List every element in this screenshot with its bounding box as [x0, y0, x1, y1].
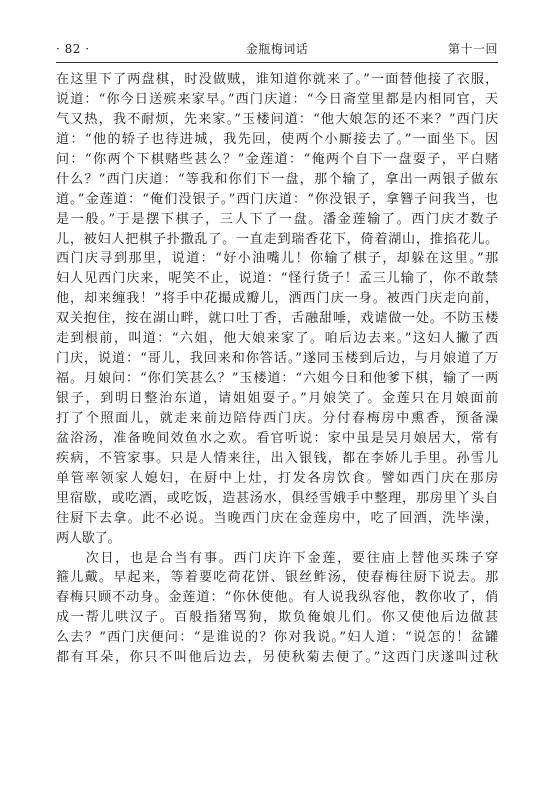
text-body	[56, 70, 498, 668]
text-line: 里宿歇，或吃酒，或吃饭，造甚汤水，俱经雪娥手中整理，那房里丫头自	[56, 490, 498, 506]
header-rule	[56, 62, 498, 63]
text-line: 儿，被妇人把棋子扑撒乱了。一直走到瑞香花下，倚着湖山，推掐花儿。	[56, 231, 498, 247]
book-title: 金瓶梅词话	[245, 42, 309, 56]
text-line: 双关抱住，按在湖山畔，就口吐丁香，舌融甜唾，戏谑做一处。不防玉楼	[56, 311, 498, 327]
text-line: 春梅只顾不动身。金莲道：“你休使他。有人说我纵容他，教你收了，俏	[56, 590, 498, 606]
page-number: · 82 ·	[56, 42, 90, 56]
text-line: 西门庆寻到那里，说道：“好小油嘴儿！你输了棋子，却躲在这里。”那	[56, 251, 498, 267]
text-line: 箍儿戴。早起来，等着要吃荷花饼、银丝鲊汤，使春梅往厨下说去。那	[56, 570, 498, 586]
text-line: 说道：“你今日送殡来家早。”西门庆道：“今日斋堂里都是内相同官，天	[56, 91, 498, 107]
running-header	[56, 40, 498, 60]
text-line: 打了个照面儿，就走来前边陪侍西门庆。分付春梅房中熏香，预备澡	[56, 410, 498, 426]
text-line: 什么？”西门庆道：“等我和你们下一盘，那个输了，拿出一两银子做东	[56, 171, 498, 187]
text-line: 次日，也是合当有事。西门庆许下金莲，要往庙上替他买珠子穿	[56, 550, 498, 566]
text-line: 是一般。”于是摆下棋子，三人下了一盘。潘金莲输了。西门庆才数子	[56, 211, 498, 227]
text-line: 他，却来缠我！”将手中花撮成瓣儿，洒西门庆一身。被西门庆走向前，	[56, 291, 498, 307]
text-line: 门庆，说道：“哥儿，我回来和你答话。”遂同玉楼到后边，与月娘道了万	[56, 351, 498, 367]
text-line: 道：“他的轿子也待进城，我先回，使两个小厮接去了。”一面坐下。因	[56, 131, 498, 147]
text-line: 气又热，我不耐烦，先来家。”玉楼问道：“他大娘怎的还不来？”西门庆	[56, 111, 498, 127]
text-line: 在这里下了两盘棋，时没做贼，谁知道你就来了。”一面替他接了衣服，	[56, 72, 498, 87]
text-line: 成一帮儿哄汉子。百般指猪骂狗，欺负俺娘儿们。你又使他后边做甚	[56, 610, 498, 626]
text-line: 疾病，不管家事。只是人情来往，出入银钱，都在李娇儿手里。孙雪儿	[56, 450, 498, 466]
text-line: 妇人见西门庆来，呢笑不止，说道：“怪行货子！孟三儿输了，你不敢禁	[56, 271, 498, 287]
text-line: 单管率领家人媳妇，在厨中上灶，打发各房饮食。譬如西门庆在那房	[56, 470, 498, 486]
chapter-label: 第十一回	[447, 42, 498, 56]
text-line: 道。”金莲道：“俺们没银子。”西门庆道：“你没银子，拿簪子问我当，也	[56, 191, 498, 207]
text-line: 两人歇了。	[56, 530, 121, 546]
text-line: 福。月娘问：“你们笑甚么？”玉楼道：“六姐今日和他爹下棋，输了一两	[56, 371, 498, 387]
text-line: 么去？”西门庆便问：“是谁说的？你对我说。”妇人道：“说怎的！盆罐	[56, 630, 498, 646]
text-line: 走到根前，叫道：“六姐，他大娘来家了。咱后边去来。”这妇人撇了西	[56, 331, 498, 347]
text-line: 问：“你两个下棋赌些甚么？”金莲道：“俺两个自下一盘耍子，平白赌	[56, 151, 498, 167]
text-line: 都有耳朵，你只不叫他后边去，另使秋菊去便了。”这西门庆遂叫过秋	[56, 650, 498, 666]
text-line: 盆浴汤，准备晚间效鱼水之欢。看官听说：家中虽是吴月娘居大，常有	[56, 430, 498, 446]
text-line: 往厨下去拿。此不必说。当晚西门庆在金莲房中，吃了回酒，洗毕澡，	[56, 510, 498, 526]
text-line: 银子，到明日整治东道，请姐姐耍子。”月娘笑了。金莲只在月娘面前	[56, 391, 498, 406]
